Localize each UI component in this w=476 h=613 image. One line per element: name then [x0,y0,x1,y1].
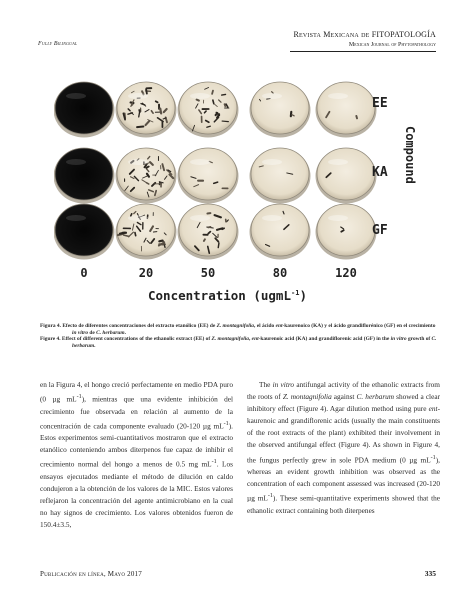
journal-subtitle: Mexican Journal of Phytopathology [348,42,436,48]
caption-es-text-2: , el ácido [254,323,276,329]
dish-highlight [128,215,148,221]
caption-es-text-4: de [88,329,97,336]
petri-dish [55,82,113,134]
dish-highlight [328,159,348,165]
paragraph-en-ent: ent [428,404,438,414]
dish-grid [54,82,377,260]
paragraph-es-text-2: ), mientras que una evidente inhibición del crecimiento fue observada en relación al aumento de la concentración de cada componente evaluado (20-120 µg mL [40,394,233,431]
paragraph-en-sup-1: -1 [430,454,436,461]
paragraph-en-organism: C. herbarum [356,392,395,402]
axis-title-sup: -1 [291,289,300,297]
row-label-ka: KA [372,165,388,180]
paragraph-en-text-f: ), whereas an evident growth inhibition was observed as the concentration of each component assessed was increased (20-120 µg mL [247,454,440,503]
dish-highlight [262,93,282,99]
fungal-streak [197,100,199,101]
paragraph-es-text-3: ). Estos experimentos semi-cuantitativos mostraron que el extracto etanólico conteniendo ambos diterpenos fue capaz de inhibir el crecimiento normal del hongo a menos de 0.5 mg mL [40,421,233,469]
fungal-streak [341,230,343,231]
caption-en-text-2: , [248,336,252,343]
caption-es-text-1: Efecto de diferentes concentraciones del extracto etanólico (EE) de [60,323,217,329]
paragraph-es-sup-3: -1 [211,459,217,466]
fungal-streak [225,104,226,106]
concentration-axis-title [148,288,307,303]
petri-dish [251,82,309,134]
paragraph-en-text-c: against [331,392,357,402]
caption-en-text-3: -kaurenoic acid (KA) and grandiflorenic acid (GF) in the [258,336,391,343]
caption-en-species: Z. montagnifolia [211,336,249,343]
caption-es-prefix: Figura 4. [40,323,61,329]
petri-dish [317,148,375,200]
caption-es-text-3: -kaurenoico (KA) y el ácido grandiflorénico (GF) en el crecimiento [282,323,436,329]
fungal-streak [222,121,228,122]
fungal-streak [160,109,161,114]
fungal-streak [159,241,162,242]
caption-es-organism: C. herbarum [96,329,125,336]
caption-en-text-4: growth of [406,336,432,343]
caption-en-text-5: . [94,342,96,349]
petri-dish [179,148,237,200]
petri-dish [117,204,175,256]
conc-label-120: 120 [335,266,357,280]
paragraph-es-sup-1: -1 [76,394,82,401]
petri-dish [251,148,309,200]
fungal-streak [218,243,219,248]
dish-highlight [190,159,210,165]
journal-header [293,30,436,48]
caption-en-in-vitro: in vitro [390,336,407,343]
paragraph-es-text-4: . Los ensayos ejecutados mediante el método de dilución en caldo condujeron a la obtención de los valores de la MIC. Estos valores reflejaron la concentración del agente antimicrobiano en la cual no hay signos de crecimiento. Los valores obtenidos fueron de 150.4±3.5, [40,459,233,530]
caption-en-ent: ent [251,336,259,343]
dish-highlight [66,159,86,165]
figure-4 [54,78,434,308]
paragraph-en-text-b: antifungal activity of the ethanolic extracts from the roots of [247,380,440,402]
footer-publication: Publicación en línea, Mayo 2017 [40,570,142,578]
fungal-streak [222,228,224,229]
paragraph-en-text-a: The [259,380,273,389]
petri-dish [55,204,113,256]
body-column-english [247,379,440,517]
caption-es-ent: ent [275,323,283,329]
petri-dish [55,148,113,200]
paragraph-en-species: Z. montagnifolia [282,392,332,402]
paragraph-en-text-g: ). These semi-quantitative experiments showed that the ethanolic extract containing both diterpenes [247,493,441,515]
conc-label-80: 80 [272,266,288,280]
fungal-streak [120,233,125,234]
caption-en-prefix: Figure 4. [40,336,61,343]
header-rule [290,51,436,52]
paragraph-es-sup-2: -1 [223,420,229,427]
petri-dish [317,204,375,256]
fungal-streak [204,239,205,241]
dish-highlight [190,93,210,99]
petri-dish [251,204,309,256]
fungal-streak [135,233,136,236]
conc-label-0: 0 [80,266,88,280]
caption-en [40,336,438,349]
caption-es-in-vitro: in vitro [72,329,89,336]
conc-label-20: 20 [138,266,154,280]
paragraph-en [247,379,440,517]
paragraph-en-text-d: showed a clear inhibitory effect (Figure 4). Agar dilution method using pure [247,392,440,414]
dish-highlight [66,93,86,99]
paragraph-es [40,379,233,531]
fungal-streak [213,100,214,104]
body-column-spanish [40,379,233,531]
dish-highlight [66,215,86,221]
axis-title-text: Concentration (ugmL [148,288,291,303]
dish-highlight [190,215,210,221]
petri-dish-figure [54,78,434,308]
dish-highlight [128,93,148,99]
fungal-streak [137,127,143,128]
fungal-streak [212,91,213,94]
running-header-left: Fully Bilingual [38,41,78,47]
fungal-streak [156,101,158,102]
figure-captions [40,323,438,349]
journal-title: Revista Mexicana de FITOPATOLOGÍA [293,30,436,39]
paragraph-en-in-vitro: in vitro [272,380,295,389]
dish-highlight [262,215,282,221]
row-label-ee: EE [372,96,388,111]
conc-label-50: 50 [200,266,216,280]
dish-highlight [328,93,348,99]
row-label-gf: GF [372,223,388,238]
page-number: 335 [424,569,436,578]
caption-es [40,323,438,336]
fungal-streak [222,94,226,95]
axis-title-close: ) [299,288,307,303]
dish-highlight [262,159,282,165]
petri-dish [317,82,375,134]
paragraph-en-text-e: -kaurenoic and grandiflorenic acids (usually the main constituents of the root extracts of the plant) exhibited their involvement in the observed antifungal effect (Figure 4). As shown in Figure 4, the fungus perfectly grew in sole PDA medium (0 µg mL [247,404,440,464]
fungal-streak [146,89,147,93]
fungal-streak [216,113,218,115]
compound-label: Compound [403,126,417,184]
paragraph-es-text-1: en la Figura 4, el hongo creció perfectamente en medio PDA puro (0 µg mL [40,380,233,404]
dish-highlight [128,159,148,165]
caption-en-organism: C. herbarum [72,336,437,349]
caption-es-text-5: . [124,329,126,336]
dish-highlight [328,215,348,221]
fungal-streak [146,167,148,168]
fungal-streak [356,116,357,118]
caption-es-species: Z. montagnifolia [216,323,255,329]
paragraph-en-sup-2: -1 [267,493,273,500]
caption-en-text-1: Effect of different concentrations of the ethanolic extract (EE) of [60,336,212,343]
